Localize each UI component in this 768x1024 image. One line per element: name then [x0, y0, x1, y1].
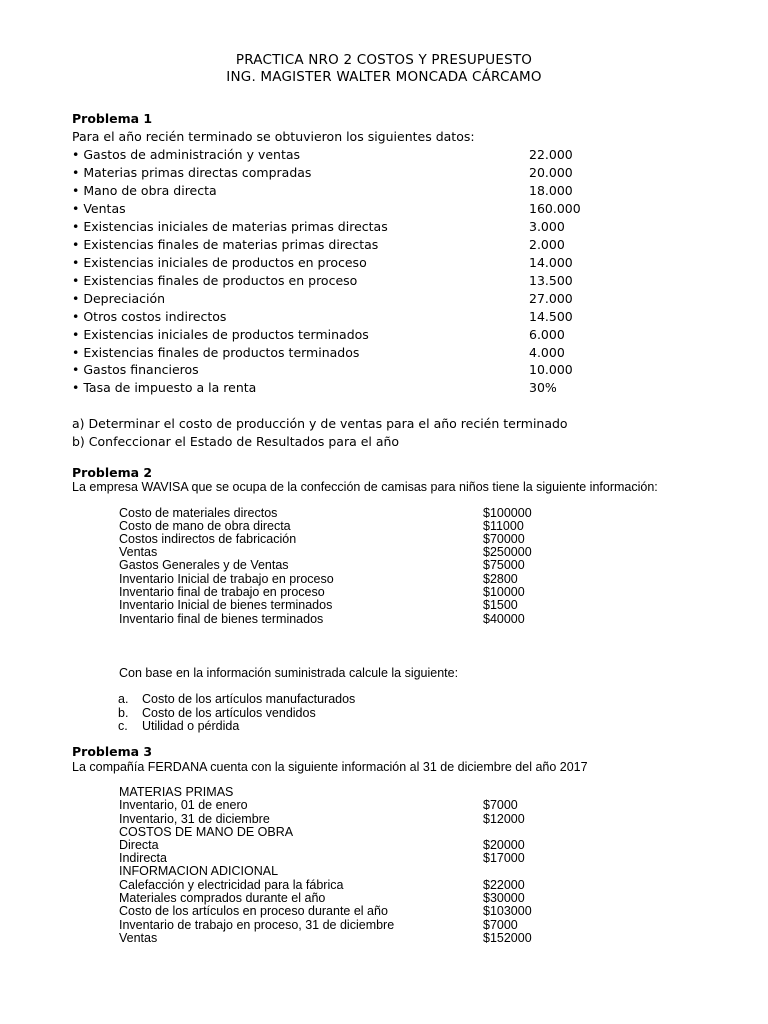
row-label: Inventario, 01 de enero: [119, 798, 248, 812]
list-text: Utilidad o pérdida: [142, 719, 240, 733]
row-label: Calefacción y electricidad para la fábrica: [119, 878, 344, 892]
row-value: 3.000: [529, 219, 565, 234]
row-value: $1500: [483, 598, 518, 612]
list-marker: b.: [118, 706, 129, 720]
row-value: $12000: [483, 812, 525, 826]
row-label: Costo de materiales directos: [119, 506, 278, 520]
problem1-row: [72, 273, 692, 291]
row-label: • Mano de obra directa: [72, 183, 217, 198]
row-label: Costo de los artículos en proceso durante el año: [119, 904, 388, 918]
row-label: • Existencias iniciales de materias primas directas: [72, 219, 388, 234]
problem3-heading: Problema 3: [72, 744, 153, 759]
row-value: 2.000: [529, 237, 565, 252]
list-item: [118, 720, 239, 733]
row-label: Ventas: [119, 545, 158, 559]
problem3-row: [119, 919, 639, 933]
row-label: Inventario, 31 de diciembre: [119, 812, 270, 826]
row-label: • Otros costos indirectos: [72, 309, 227, 324]
problem1-row: [72, 183, 692, 201]
problem1-row: [72, 201, 692, 219]
problem3-section-heading: [119, 865, 639, 879]
problem2-heading: Problema 2: [72, 465, 153, 480]
document-title-line2: ING. MAGISTER WALTER MONCADA CÁRCAMO: [226, 69, 542, 85]
row-label: • Existencias finales de productos terminados: [72, 345, 360, 360]
row-value: $7000: [483, 918, 518, 932]
row-value: 4.000: [529, 345, 565, 360]
row-label: Inventario final de trabajo en proceso: [119, 585, 325, 599]
problem3-row: [119, 799, 639, 813]
row-value: $250000: [483, 545, 532, 559]
problem1-row: [72, 380, 692, 398]
row-label: Inventario final de bienes terminados: [119, 612, 324, 626]
row-value: $100000: [483, 506, 532, 520]
row-label: COSTOS DE MANO DE OBRA: [119, 825, 294, 839]
row-value: 30%: [529, 380, 557, 395]
row-label: Inventario Inicial de trabajo en proceso: [119, 572, 334, 586]
problem1-row: [72, 345, 692, 363]
row-value: $7000: [483, 798, 518, 812]
problem1-row: [72, 291, 692, 309]
row-label: MATERIAS PRIMAS: [119, 785, 234, 799]
row-value: $17000: [483, 851, 525, 865]
document-title-line1: PRACTICA NRO 2 COSTOS Y PRESUPUESTO: [235, 52, 533, 68]
row-value: 14.500: [529, 309, 573, 324]
row-value: $10000: [483, 585, 525, 599]
list-item: [118, 693, 355, 706]
problem1-row: [72, 147, 692, 165]
problem1-task-a: a) Determinar el costo de producción y de ventas para el año recién terminado: [72, 416, 568, 431]
list-text: Costo de los artículos vendidos: [142, 706, 316, 720]
row-label: Costo de mano de obra directa: [119, 519, 291, 533]
problem1-row: [72, 255, 692, 273]
row-label: • Existencias iniciales de productos en proceso: [72, 255, 367, 270]
row-value: 6.000: [529, 327, 565, 342]
row-label: • Gastos financieros: [72, 362, 199, 377]
problem1-row: [72, 219, 692, 237]
problem1-row: [72, 309, 692, 327]
row-value: 10.000: [529, 362, 573, 377]
problem1-row: [72, 237, 692, 255]
row-value: $2800: [483, 572, 518, 586]
problem1-task-b: b) Confeccionar el Estado de Resultados para el año: [72, 434, 400, 449]
problem2-row: [119, 613, 639, 627]
row-label: INFORMACION ADICIONAL: [119, 864, 279, 878]
row-value: 27.000: [529, 291, 573, 306]
row-label: Directa: [119, 838, 159, 852]
problem2-row: [119, 599, 639, 613]
row-label: • Existencias finales de productos en proceso: [72, 273, 358, 288]
row-label: Materiales comprados durante el año: [119, 891, 326, 905]
row-value: $70000: [483, 532, 525, 546]
row-label: • Tasa de impuesto a la renta: [72, 380, 257, 395]
row-label: • Gastos de administración y ventas: [72, 147, 301, 162]
row-value: $40000: [483, 612, 525, 626]
row-value: 13.500: [529, 273, 573, 288]
list-marker: c.: [118, 719, 128, 733]
row-label: Inventario de trabajo en proceso, 31 de diciembre: [119, 918, 395, 932]
problem3-row: [119, 905, 639, 919]
row-value: $22000: [483, 878, 525, 892]
problem2-row: [119, 559, 639, 573]
row-value: $30000: [483, 891, 525, 905]
problem2-intro: La empresa WAVISA que se ocupa de la confección de camisas para niños tiene la siguiente información:: [72, 480, 658, 494]
row-value: 14.000: [529, 255, 573, 270]
row-value: $20000: [483, 838, 525, 852]
row-value: $11000: [483, 519, 524, 533]
row-value: 20.000: [529, 165, 573, 180]
problem3-row: [119, 839, 639, 853]
list-text: Costo de los artículos manufacturados: [142, 692, 356, 706]
row-label: Ventas: [119, 931, 158, 945]
row-label: Indirecta: [119, 851, 167, 865]
row-label: • Materias primas directas compradas: [72, 165, 312, 180]
problem1-intro: Para el año recién terminado se obtuvieron los siguientes datos:: [72, 129, 475, 144]
row-value: $152000: [483, 931, 532, 945]
row-label: Gastos Generales y de Ventas: [119, 558, 289, 572]
problem3-row: [119, 932, 639, 946]
row-label: • Existencias finales de materias primas directas: [72, 237, 379, 252]
row-value: $75000: [483, 558, 525, 572]
problem1-row: [72, 327, 692, 345]
problem1-row: [72, 362, 692, 380]
row-label: Costos indirectos de fabricación: [119, 532, 297, 546]
problem1-heading: Problema 1: [72, 111, 153, 126]
problem2-row: [119, 533, 639, 547]
row-value: 160.000: [529, 201, 581, 216]
problem3-intro: La compañía FERDANA cuenta con la siguiente información al 31 de diciembre del año 2017: [72, 760, 588, 774]
list-marker: a.: [118, 692, 129, 706]
row-value: 22.000: [529, 147, 573, 162]
row-value: 18.000: [529, 183, 573, 198]
problem2-prompt: Con base en la información suministrada calcule la siguiente:: [119, 666, 459, 680]
row-label: • Depreciación: [72, 291, 166, 306]
row-label: • Ventas: [72, 201, 126, 216]
problem3-section-heading: [119, 826, 639, 840]
row-label: Inventario Inicial de bienes terminados: [119, 598, 333, 612]
problem1-row: [72, 165, 692, 183]
row-label: • Existencias iniciales de productos terminados: [72, 327, 369, 342]
row-value: $103000: [483, 904, 532, 918]
